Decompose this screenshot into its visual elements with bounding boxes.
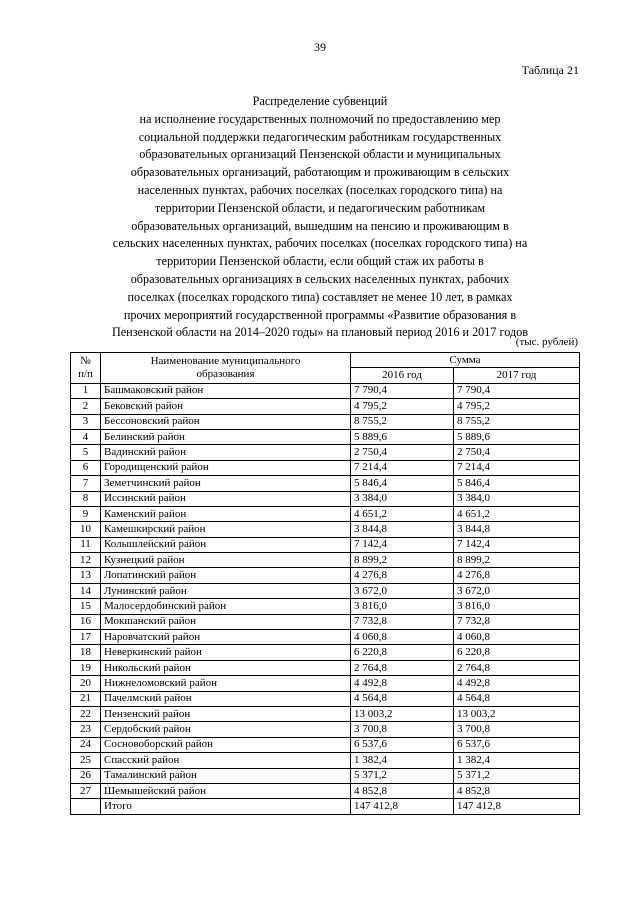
row-value-2016: 4 852,8 [351,783,454,798]
row-value-2017: 8 755,2 [454,414,580,429]
row-name: Лунинский район [101,583,351,598]
row-value-2017: 6 220,8 [454,645,580,660]
row-value-2017: 7 142,4 [454,537,580,552]
row-value-2016: 6 537,6 [351,737,454,752]
row-value-2017: 2 764,8 [454,660,580,675]
row-value-2017: 3 384,0 [454,491,580,506]
row-value-2017: 4 492,8 [454,676,580,691]
table-row [71,630,580,645]
row-value-2016: 3 816,0 [351,599,454,614]
row-number: 24 [71,737,101,752]
table-row [71,522,580,537]
row-value-2016: 3 672,0 [351,583,454,598]
table-total-row [71,799,580,814]
row-name: Мокшанский район [101,614,351,629]
row-name: Сердобский район [101,722,351,737]
row-value-2016: 4 276,8 [351,568,454,583]
row-value-2016: 4 492,8 [351,676,454,691]
row-value-2016: 4 060,8 [351,630,454,645]
row-number: 10 [71,522,101,537]
row-value-2017: 3 700,8 [454,722,580,737]
document-heading [60,93,580,342]
row-name: Шемышейский район [101,783,351,798]
table-row [71,429,580,444]
row-name: Неверкинский район [101,645,351,660]
heading-line: Пензенской области на 2014–2020 годы» на плановый период 2016 и 2017 годов [111,325,529,340]
table-row [71,568,580,583]
row-name: Пензенский район [101,706,351,721]
table-row [71,660,580,675]
table-row [71,691,580,706]
row-number: 11 [71,537,101,552]
row-name: Сосновоборский район [101,737,351,752]
row-value-2017: 7 732,8 [454,614,580,629]
row-value-2016: 1 382,4 [351,753,454,768]
row-number: 27 [71,783,101,798]
row-value-2017: 5 889,6 [454,429,580,444]
table-row [71,383,580,398]
row-name: Бессоновский район [101,414,351,429]
row-name: Кузнецкий район [101,553,351,568]
row-number: 12 [71,553,101,568]
header-year-2016: 2016 год [351,368,454,383]
row-number: 16 [71,614,101,629]
row-value-2017: 7 790,4 [454,383,580,398]
row-name: Белинский район [101,429,351,444]
table-row [71,614,580,629]
table-row [71,583,580,598]
row-value-2016: 8 755,2 [351,414,454,429]
row-value-2016: 4 651,2 [351,506,454,521]
row-number: 22 [71,706,101,721]
table-row [71,753,580,768]
row-value-2016: 7 732,8 [351,614,454,629]
row-value-2016: 7 142,4 [351,537,454,552]
row-number: 19 [71,660,101,675]
row-name: Вадинский район [101,445,351,460]
row-number: 5 [71,445,101,460]
row-name: Никольский район [101,660,351,675]
row-number: 18 [71,645,101,660]
row-number: 14 [71,583,101,598]
row-value-2016: 3 844,8 [351,522,454,537]
row-value-2017: 3 672,0 [454,583,580,598]
row-value-2016: 2 750,4 [351,445,454,460]
row-name: Малосердобинский район [101,599,351,614]
table-row [71,476,580,491]
row-value-2017: 3 816,0 [454,599,580,614]
row-number: 4 [71,429,101,444]
table-row [71,491,580,506]
heading-line: населенных пунктах, рабочих поселках (поселках городского типа) на [137,182,503,197]
row-value-2016: 3 384,0 [351,491,454,506]
page-number: 39 [314,40,326,54]
row-value-2017: 2 750,4 [454,445,580,460]
row-value-2016: 13 003,2 [351,706,454,721]
row-number: 7 [71,476,101,491]
row-value-2016: 4 795,2 [351,399,454,414]
heading-line: сельских населенных пунктах, рабочих поселках (поселках городского типа) на [112,236,528,251]
table-body [71,383,580,814]
table-row [71,537,580,552]
row-value-2017: 5 846,4 [454,476,580,491]
table-label: Таблица 21 [521,63,579,77]
row-value-2016: 8 899,2 [351,553,454,568]
table-row [71,783,580,798]
row-value-2017: 1 382,4 [454,753,580,768]
row-number: 13 [71,568,101,583]
row-number: 26 [71,768,101,783]
table-row [71,706,580,721]
table-row [71,676,580,691]
table-row [71,599,580,614]
row-value-2016: 6 220,8 [351,645,454,660]
row-value-2017: 4 795,2 [454,399,580,414]
row-value-2016: 5 889,6 [351,429,454,444]
table-row [71,414,580,429]
heading-line: образовательных организациях в сельских населенных пунктах, рабочих [130,271,510,286]
row-value-2016: 7 790,4 [351,383,454,398]
row-value-2016: 3 700,8 [351,722,454,737]
units-label: (тыс. рублей) [515,336,578,348]
heading-line: территории Пензенской области, если общий стаж их работы в [156,254,484,269]
row-number: 1 [71,383,101,398]
heading-line: на исполнение государственных полномочий по предоставлению мер [139,111,501,126]
row-number: 20 [71,676,101,691]
row-name: Бековский район [101,399,351,414]
row-name: Лопатинский район [101,568,351,583]
row-name: Наровчатский район [101,630,351,645]
total-number-cell [71,799,101,814]
total-value-2016: 147 412,8 [351,799,454,814]
table-row [71,445,580,460]
row-number: 15 [71,599,101,614]
header-number: № п/п [71,353,101,384]
total-label: Итого [101,799,351,814]
row-name: Каменский район [101,506,351,521]
row-number: 23 [71,722,101,737]
heading-line: прочих мероприятий государственной программы «Развитие образования в [123,307,517,322]
row-value-2017: 4 060,8 [454,630,580,645]
subsidy-table [70,352,580,815]
row-name: Земетчинский район [101,476,351,491]
row-name: Тамалинский район [101,768,351,783]
heading-line: образовательных организаций Пензенской области и муниципальных [139,147,501,162]
header-name: Наименование муниципального образования [101,353,351,384]
heading-line: социальной поддержки педагогическим работникам государственных [138,129,502,144]
row-value-2016: 7 214,4 [351,460,454,475]
table-row [71,645,580,660]
row-value-2017: 7 214,4 [454,460,580,475]
table-row [71,460,580,475]
row-number: 8 [71,491,101,506]
row-value-2016: 2 764,8 [351,660,454,675]
row-value-2017: 8 899,2 [454,553,580,568]
header-year-2017: 2017 год [454,368,580,383]
row-value-2017: 4 651,2 [454,506,580,521]
row-name: Иссинский район [101,491,351,506]
total-value-2017: 147 412,8 [454,799,580,814]
heading-line: образовательных организаций, работающим и проживающим в сельских [130,165,510,180]
row-number: 17 [71,630,101,645]
row-name: Камешкирский район [101,522,351,537]
row-number: 9 [71,506,101,521]
row-value-2017: 13 003,2 [454,706,580,721]
table-row [71,553,580,568]
row-name: Нижнеломовский район [101,676,351,691]
row-number: 6 [71,460,101,475]
row-name: Колышлейский район [101,537,351,552]
table-header-row [71,353,580,368]
row-name: Городищенский район [101,460,351,475]
table-row [71,399,580,414]
row-value-2016: 4 564,8 [351,691,454,706]
table-row [71,722,580,737]
heading-line: территории Пензенской области, и педагогическим работникам [154,200,486,215]
row-value-2017: 4 564,8 [454,691,580,706]
row-value-2017: 4 852,8 [454,783,580,798]
row-number: 25 [71,753,101,768]
heading-line: образовательных организаций, вышедшим на пенсию и проживающим в [131,218,509,233]
row-number: 21 [71,691,101,706]
table-row [71,737,580,752]
row-number: 2 [71,399,101,414]
row-value-2017: 5 371,2 [454,768,580,783]
row-value-2017: 3 844,8 [454,522,580,537]
row-value-2017: 6 537,6 [454,737,580,752]
heading-line: поселках (поселках городского типа) составляет не менее 10 лет, в рамках [127,289,513,304]
header-sum: Сумма [351,353,580,368]
table-row [71,506,580,521]
row-name: Пачелмский район [101,691,351,706]
row-value-2016: 5 846,4 [351,476,454,491]
row-name: Спасский район [101,753,351,768]
row-name: Башмаковский район [101,383,351,398]
row-number: 3 [71,414,101,429]
heading-line: Распределение субвенций [252,94,388,108]
row-value-2017: 4 276,8 [454,568,580,583]
row-value-2016: 5 371,2 [351,768,454,783]
table-row [71,768,580,783]
